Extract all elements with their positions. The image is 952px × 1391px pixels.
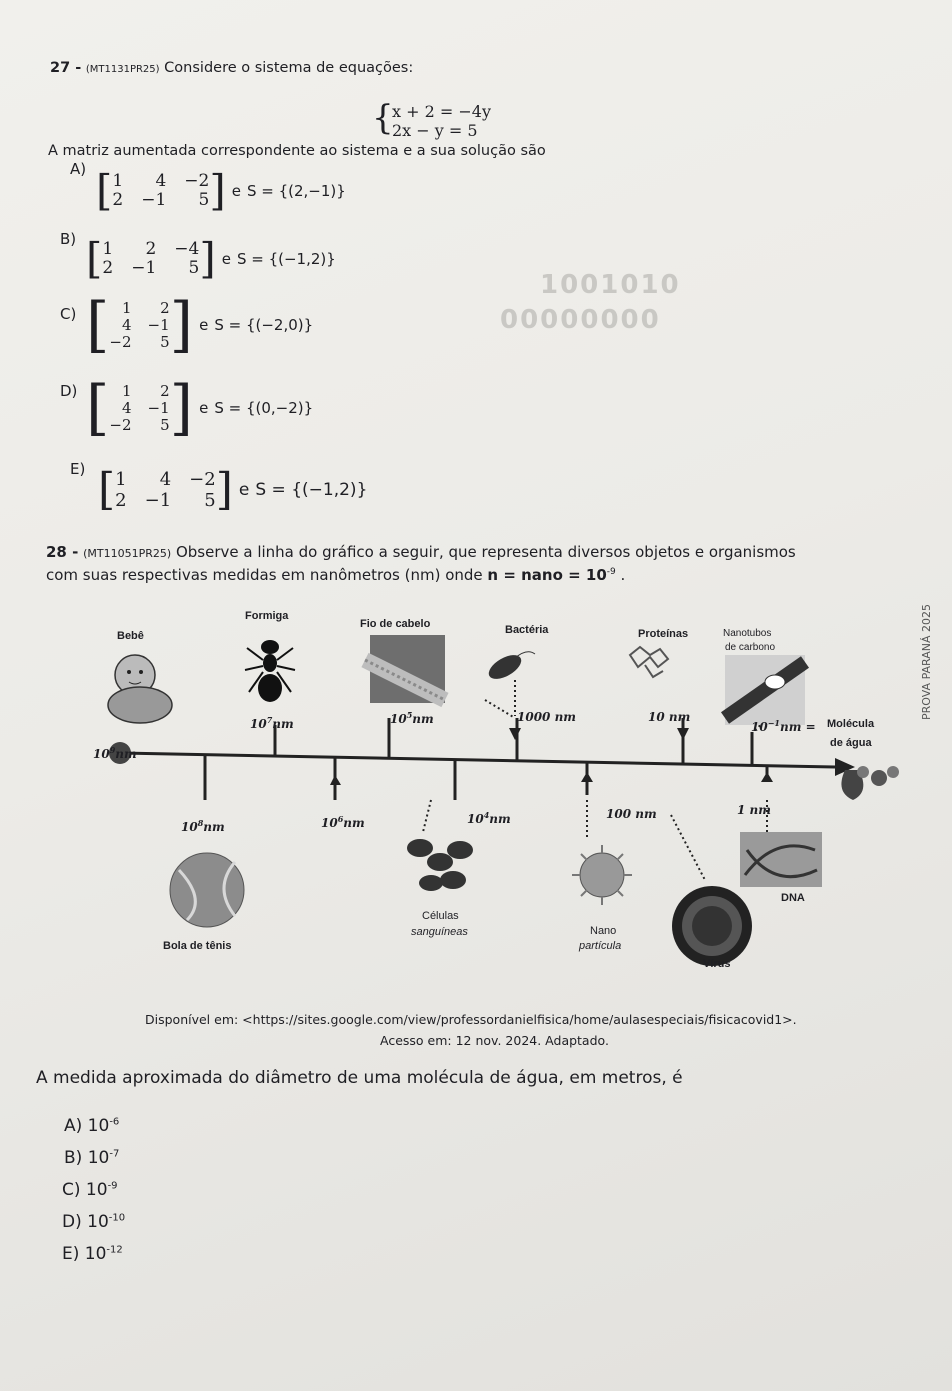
q27-option-c-set: S = {(−2,0)}: [214, 316, 314, 334]
measure-1e4: $10^4nm$: [467, 810, 511, 826]
label-particle: partícula: [579, 940, 622, 952]
q28-question: A medida aproximada do diâmetro de uma molécula de água, em metros, é: [36, 1068, 683, 1088]
q27-equation-1: x + 2 = −4y: [392, 102, 491, 121]
bleed-through-text: 00000000: [500, 305, 661, 335]
q27-option-d-label[interactable]: D): [60, 382, 78, 400]
q27-option-a-matrix[interactable]: [ 1 4 −2 2 −1 5 ] e S = {(2,−1)}: [96, 166, 346, 215]
label-dna: DNA: [781, 892, 805, 904]
q27-option-c-label[interactable]: C): [60, 305, 77, 323]
q27-option-d-set: S = {(0,−2)}: [214, 399, 314, 417]
measure-1e7: $10^7nm$: [250, 715, 294, 731]
label-hair: Fio de cabelo: [360, 618, 431, 630]
nanoparticle-illustration: [572, 845, 632, 905]
label-virus: Vírus: [703, 958, 731, 970]
tennis-ball-illustration: [170, 853, 244, 927]
q27-option-e-e: e: [238, 480, 250, 500]
nano-definition: n = nano = 10: [487, 566, 607, 584]
margin-text: PROVA PARANÁ 2025: [920, 603, 933, 720]
q27-code: (MT1131PR25): [85, 64, 160, 75]
q27-option-e-matrix[interactable]: [ 1 4 −2 2 −1 5 ] e S = {(−1,2)}: [98, 464, 368, 515]
q27-option-e-label[interactable]: E): [70, 460, 86, 478]
dna-illustration: [740, 832, 822, 887]
figure-access: Acesso em: 12 nov. 2024. Adaptado.: [380, 1033, 609, 1048]
q27-prompt: A matriz aumentada correspondente ao sistema e a sua solução são: [48, 143, 546, 159]
label-water-molecule: Molécula: [827, 718, 875, 730]
bleed-through-text: 1001010: [540, 270, 681, 300]
measure-1e9: $10^9nm$: [93, 745, 137, 761]
measure-1000nm: 1000 nm: [517, 710, 576, 724]
nanotube-illustration: [725, 655, 805, 725]
q28-statement-line2: com suas respectivas medidas em nanômetros (nm) onde n = nano = $10^{-9}$ .: [46, 566, 626, 584]
label-nanotubes: Nanotubos: [723, 628, 772, 639]
q27-option-b-matrix[interactable]: [ 1 2 −4 2 −1 5 ] e S = {(−1,2)}: [86, 234, 336, 283]
exam-page: 1001010 00000000 PROVA PARANÁ 2025 27 - (MT1131PR25) Considere o sistema de equações: { x + 2 = −4y 2x − y = 5 A matriz aumentada correspondente ao sistema e a sua solução são A) [ 1 4 −2 2 −1 5 ] e S = {(2,−1)} B) [ 1 2 −4 2 −1 5 ] e S = {(−1,2)} C) [ 1 2 4 −1 −2 5 ] e S = {(−2,0)} D) [ 1 2 4 −1 −2 5 ] e S = {(0,−2)} E) [ 1 4 −2 2 −1 5 ] e S = {(−1,2)} 28 - (MT11051PR25) Observe a linha do gráfico a seguir, que representa diversos objetos e organismos com suas respectivas medidas em nanômetros (nm) onde n = nano = $10^{-9}$ . Bebê Formiga Fio de cabelo Bactéria Proteínas Nanotubos de carbono Molécula de água $10^7nm$ $10^5nm$ 1000 nm 10 nm $10^9nm$ $10^{-1}nm$ = $10^8nm$ $10^6nm$ $10^4nm$ 100 nm 1 nm Bola de tênis Células sanguíneas Nano partícula Vírus DNA Disponível em: <https://sites.google.com/view/professordanielfisica/home/aulasespeciais/fisicacovid1>. Acesso em: 12 nov. 2024. Adaptado. A medida aproximada do diâmetro de uma molécula de água, em metros, é A) $10^{-6}$ B) $10^{-7}$ C) $10^{-9}$ D) $10^{-10}$ E) $10^{-12}$: [0, 0, 952, 1391]
protein-illustration: [630, 647, 668, 677]
q27-option-d-matrix[interactable]: [ 1 2 4 −1 −2 5 ] e S = {(0,−2)}: [86, 373, 314, 443]
q27-option-d-e: e: [199, 399, 209, 417]
label-ant: Formiga: [245, 610, 289, 622]
q27-equation-2: 2x − y = 5: [392, 121, 478, 140]
label-cells: Células: [422, 910, 459, 922]
label-carbon: de carbono: [725, 642, 776, 653]
measure-1nm: 1 nm: [737, 803, 771, 817]
q27-option-a-label[interactable]: A): [70, 160, 87, 178]
blood-cells-illustration: [407, 839, 473, 891]
q28-code: (MT11051PR25): [83, 547, 172, 560]
label-water: de água: [830, 737, 872, 749]
hair-illustration: [365, 635, 445, 703]
q27-option-b-label[interactable]: B): [60, 230, 77, 248]
q28-answer-e[interactable]: E) $10^{-12}$: [62, 1244, 123, 1264]
timeline-line: [120, 753, 835, 767]
q27-number: 27 -: [50, 60, 82, 76]
baby-illustration: [108, 655, 172, 723]
label-nano: Nano: [590, 925, 617, 937]
label-tennis-ball: Bola de tênis: [163, 940, 232, 952]
q27-option-a-e: e: [231, 182, 241, 200]
q28-answer-b[interactable]: B) $10^{-7}$: [64, 1148, 120, 1168]
scale-figure: [75, 600, 915, 980]
label-proteins: Proteínas: [638, 628, 689, 640]
q27-option-b-e: e: [221, 250, 231, 268]
virus-illustration: [672, 886, 752, 966]
measure-100nm: 100 nm: [606, 807, 657, 821]
water-molecule-illustration: [841, 766, 899, 800]
label-bacteria: Bactéria: [505, 624, 549, 636]
label-baby: Bebê: [117, 630, 144, 642]
measure-10nm: 10 nm: [648, 710, 691, 724]
q28-statement-line1: 28 - (MT11051PR25) Observe a linha do gráfico a seguir, que representa diversos objetos e organismos: [46, 543, 796, 561]
measure-1e5: $10^5nm$: [390, 710, 434, 726]
q27-option-c-e: e: [199, 316, 209, 334]
bacteria-illustration: [485, 650, 535, 684]
q28-answer-a[interactable]: A) $10^{-6}$: [64, 1116, 120, 1136]
q28-number: 28 -: [46, 543, 79, 561]
q28-answer-c[interactable]: C) $10^{-9}$: [62, 1180, 118, 1200]
q27-option-b-set: S = {(−1,2)}: [236, 250, 336, 268]
q27-statement: Considere o sistema de equações:: [164, 60, 414, 76]
measure-water: $10^{-1}nm$ =: [751, 718, 816, 734]
q27-header: [50, 60, 413, 76]
margin-watermark: [918, 590, 938, 720]
scale-figure-art: [75, 600, 915, 980]
measure-1e8: $10^8nm$: [181, 818, 225, 834]
label-blood: sanguíneas: [411, 926, 468, 938]
q27-option-a-set: S = {(2,−1)}: [246, 182, 346, 200]
q27-option-c-matrix[interactable]: [ 1 2 4 −1 −2 5 ] e S = {(−2,0)}: [86, 290, 314, 360]
ant-illustration: [245, 640, 295, 702]
q28-answer-d[interactable]: D) $10^{-10}$: [62, 1212, 126, 1232]
figure-source: Disponível em: <https://sites.google.com/view/professordanielfisica/home/aulasespeciais/fisicacovid1>.: [145, 1012, 797, 1027]
measure-1e6: $10^6nm$: [321, 814, 365, 830]
q27-option-e-set: S = {(−1,2)}: [255, 480, 368, 500]
